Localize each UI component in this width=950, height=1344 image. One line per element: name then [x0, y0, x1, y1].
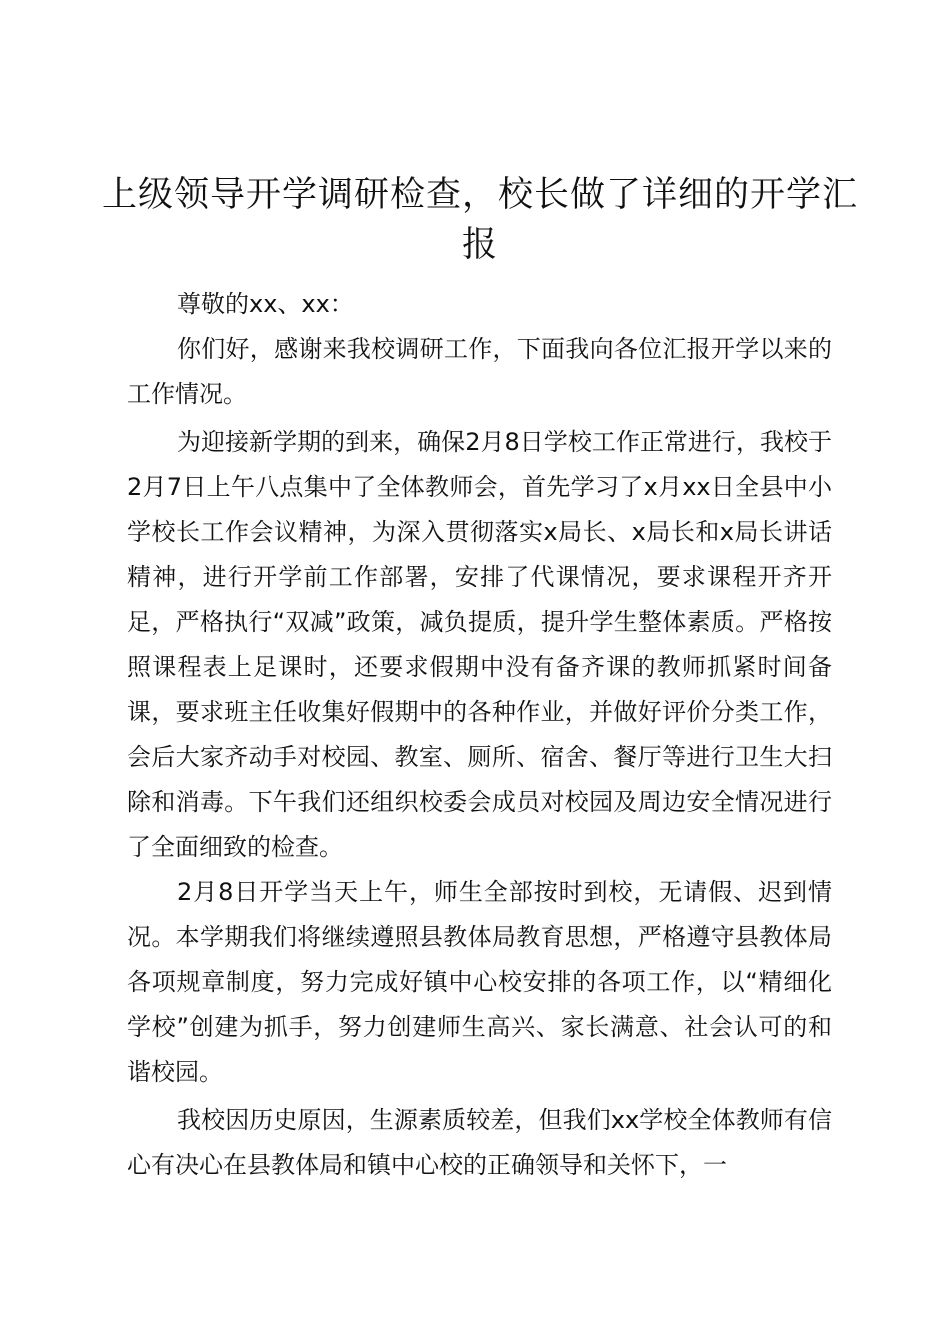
document-body [127, 282, 832, 1188]
paragraph-opening-day: 2月8日开学当天上午，师生全部按时到校，无请假、迟到情况。本学期我们将继续遵照县教体局教育思想，严格遵守县教体局各项规章制度，努力完成好镇中心校安排的各项工作，以“精细化学校”创建为抓手，努力创建师生高兴、家长满意、社会认可的和谐校园。 [127, 878, 832, 1086]
paragraph-preparation: 为迎接新学期的到来，确保2月8日学校工作正常进行，我校于2月7日上午八点集中了全体教师会，首先学习了x月xx日全县中小学校长工作会议精神，为深入贯彻落实x局长、x局长和x局长讲话精神，进行开学前工作部署，安排了代课情况，要求课程开齐开足，严格执行“双减”政策，减负提质，提升学生整体素质。严格按照课程表上足课时，还要求假期中没有备齐课的教师抓紧时间备课，要求班主任收集好假期中的各种作业，并做好评价分类工作，会后大家齐动手对校园、教室、厕所、宿舍、餐厅等进行卫生大扫除和消毒。下午我们还组织校委会成员对校园及周边安全情况进行了全面细致的检查。 [127, 428, 832, 861]
paragraph-greeting: 你们好，感谢来我校调研工作，下面我向各位汇报开学以来的工作情况。 [127, 335, 832, 408]
salutation: 尊敬的xx、xx： [177, 290, 354, 318]
paragraph-outlook: 我校因历史原因，生源素质较差，但我们xx学校全体教师有信心有决心在县教体局和镇中心校的正确领导和关怀下，一 [127, 1106, 832, 1179]
document-title: 上级领导开学调研检查，校长做了详细的开学汇报 [101, 175, 858, 265]
